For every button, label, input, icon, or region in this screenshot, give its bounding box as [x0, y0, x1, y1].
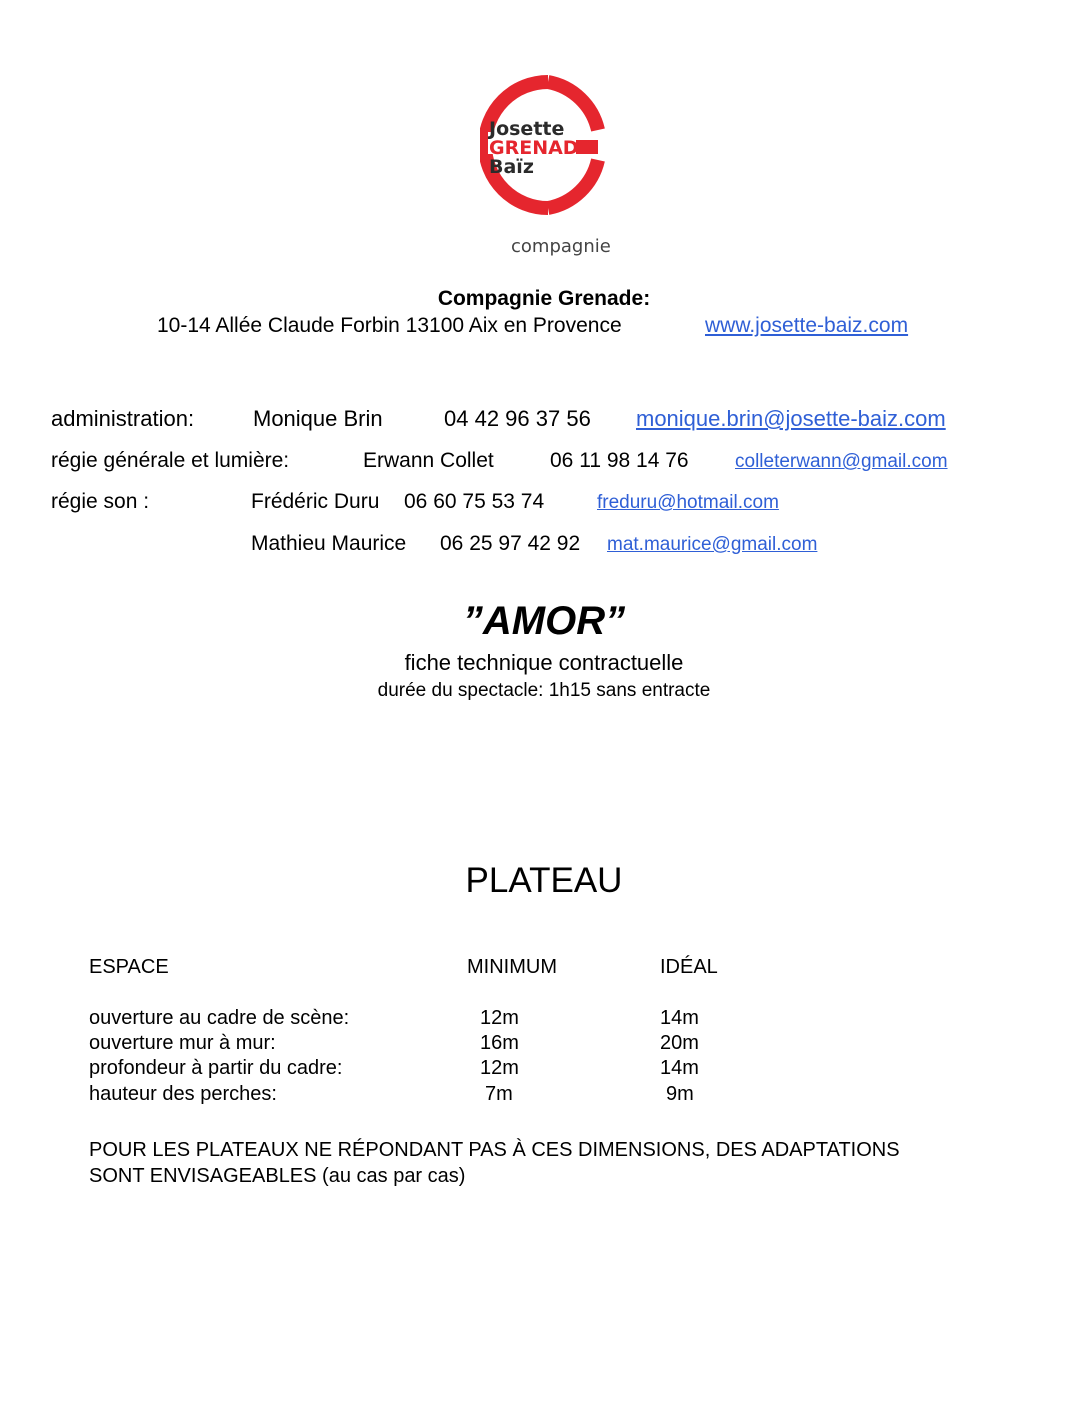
contact-name: Monique Brin — [253, 406, 383, 431]
show-duration: durée du spectacle: 1h15 sans entracte — [377, 680, 711, 701]
row-label: profondeur à partir du cadre: — [89, 1057, 343, 1079]
contact-name: Erwann Collet — [363, 449, 494, 472]
logo-subtitle: compagnie — [511, 236, 611, 257]
logo-line-josette: Josette — [489, 118, 565, 140]
contact-role: administration: — [51, 406, 195, 431]
row-minimum: 12m — [480, 1057, 519, 1079]
row-ideal: 14m — [660, 1057, 699, 1079]
row-ideal: 9m — [666, 1083, 694, 1105]
company-address: 10-14 Allée Claude Forbin 13100 Aix en Provence — [157, 314, 622, 337]
contact-role: régie son : — [51, 490, 150, 513]
company-website-link[interactable]: www.josette-baiz.com — [705, 314, 909, 337]
show-title: ”AMOR” — [462, 599, 626, 643]
contact-email-link[interactable]: freduru@hotmail.com — [597, 492, 779, 513]
contact-name: Frédéric Duru — [251, 490, 380, 513]
contact-phone: 06 25 97 42 92 — [440, 532, 581, 555]
show-subtitle: fiche technique contractuelle — [404, 650, 684, 675]
contact-email-link[interactable]: monique.brin@josette-baiz.com — [636, 406, 946, 431]
plateau-heading: PLATEAU — [465, 861, 623, 900]
column-header-ideal: IDÉAL — [660, 956, 718, 978]
column-header-espace: ESPACE — [89, 956, 169, 978]
contact-email-link[interactable]: mat.maurice@gmail.com — [607, 534, 818, 555]
contact-name: Mathieu Maurice — [251, 532, 407, 555]
column-header-minimum: MINIMUM — [467, 956, 557, 978]
logo-line-baiz: Baïz — [489, 156, 534, 178]
row-label: ouverture au cadre de scène: — [89, 1007, 350, 1029]
contact-phone: 06 11 98 14 76 — [550, 449, 689, 472]
logo-line-grenade: GRENADE — [489, 137, 592, 159]
plateau-note-line1: POUR LES PLATEAUX NE RÉPONDANT PAS À CES DIMENSIONS, DES ADAPTATIONS — [89, 1139, 900, 1161]
row-label: hauteur des perches: — [89, 1083, 277, 1105]
row-ideal: 20m — [660, 1032, 699, 1054]
row-minimum: 7m — [485, 1083, 513, 1105]
row-ideal: 14m — [660, 1007, 699, 1029]
row-label: ouverture mur à mur: — [89, 1032, 276, 1054]
plateau-note-line2: SONT ENVISAGEABLES (au cas par cas) — [89, 1165, 466, 1187]
row-minimum: 16m — [480, 1032, 519, 1054]
contact-phone: 06 60 75 53 74 — [404, 490, 545, 513]
row-minimum: 12m — [480, 1007, 519, 1029]
company-logo — [480, 70, 610, 270]
contact-phone: 04 42 96 37 56 — [444, 406, 591, 431]
company-name: Compagnie Grenade: — [437, 287, 651, 310]
contact-role: régie générale et lumière: — [51, 449, 290, 472]
contact-email-link[interactable]: colleterwann@gmail.com — [735, 451, 948, 472]
